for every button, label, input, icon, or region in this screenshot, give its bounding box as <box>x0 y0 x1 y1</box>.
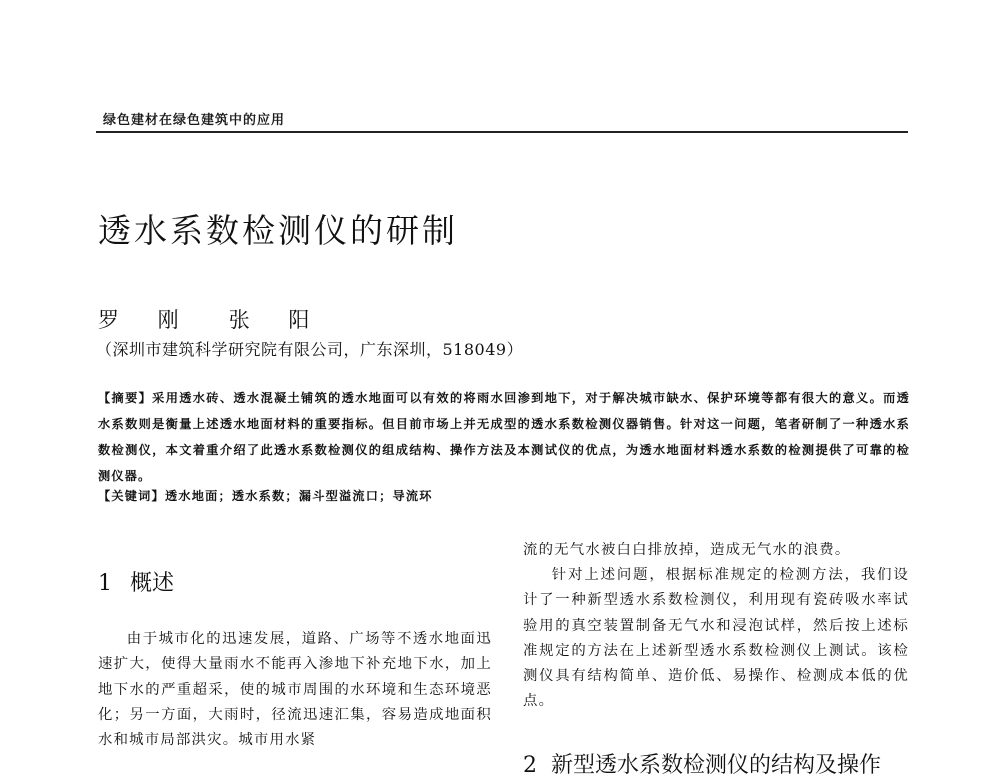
article-title: 透水系数检测仪的研制 <box>98 211 458 250</box>
author-2: 张 阳 <box>228 308 326 332</box>
section-1-paragraph-right-1: 流的无气水被白白排放掉，造成无气水的浪费。 <box>523 542 851 558</box>
author-1: 罗 刚 <box>98 308 195 332</box>
affiliation: （深圳市建筑科学研究院有限公司，广东深圳，518049） <box>96 340 524 359</box>
keywords-text: 透水地面；透水系数；漏斗型溢流口；导流环 <box>164 489 433 503</box>
running-header: 绿色建材在绿色建筑中的应用 <box>103 113 286 128</box>
abstract-label: 【摘要】 <box>98 391 153 405</box>
right-column <box>523 538 909 714</box>
left-column <box>98 627 492 753</box>
abstract <box>98 385 910 489</box>
section-2-number: 2 <box>523 753 537 778</box>
authors <box>98 304 325 334</box>
section-1-paragraph-left: 由于城市化的迅速发展，道路、广场等不透水地面迅速扩大，使得大量雨水不能再入渗地下补充地下水，加上地下水的严重超采，使的城市周围的水环境和生态环境恶化；另一方面，大雨时，径流迅速汇集，容易造成地面积水和城市局部洪灾。城市用水紧 <box>98 631 492 749</box>
section-1-heading <box>98 566 174 597</box>
section-2-heading <box>523 748 881 779</box>
abstract-text: 采用透水砖、透水混凝土铺筑的透水地面可以有效的将雨水回渗到地下，对于解决城市缺水、保护环境等都有很大的意义。而透水系数则是衡量上述透水地面材料的重要指标。但目前市场上并无成型的透水系数检测仪器销售。针对这一问题，笔者研制了一种透水系数检测仪，本文着重介绍了此透水系数检测仪的组成结构、操作方法及本测试仪的优点，为透水地面材料透水系数的检测提供了可靠的检测仪器。 <box>98 391 910 483</box>
section-2-title: 新型透水系数检测仪的结构及操作 <box>551 753 882 778</box>
keywords <box>98 487 910 504</box>
header-rule <box>96 131 908 133</box>
section-1-title: 概述 <box>130 571 175 596</box>
keywords-label: 【关键词】 <box>98 489 165 503</box>
section-1-paragraph-right-2: 针对上述问题，根据标准规定的检测方法，我们设计了一种新型透水系数检测仪，利用现有瓷砖吸水率试验用的真空装置制备无气水和浸泡试样，然后按上述标准规定的方法在上述新型透水系数检测仪上测试。该检测仪具有结构简单、造价低、易操作、检测成本低的优点。 <box>523 567 909 710</box>
section-1-number: 1 <box>98 571 112 596</box>
